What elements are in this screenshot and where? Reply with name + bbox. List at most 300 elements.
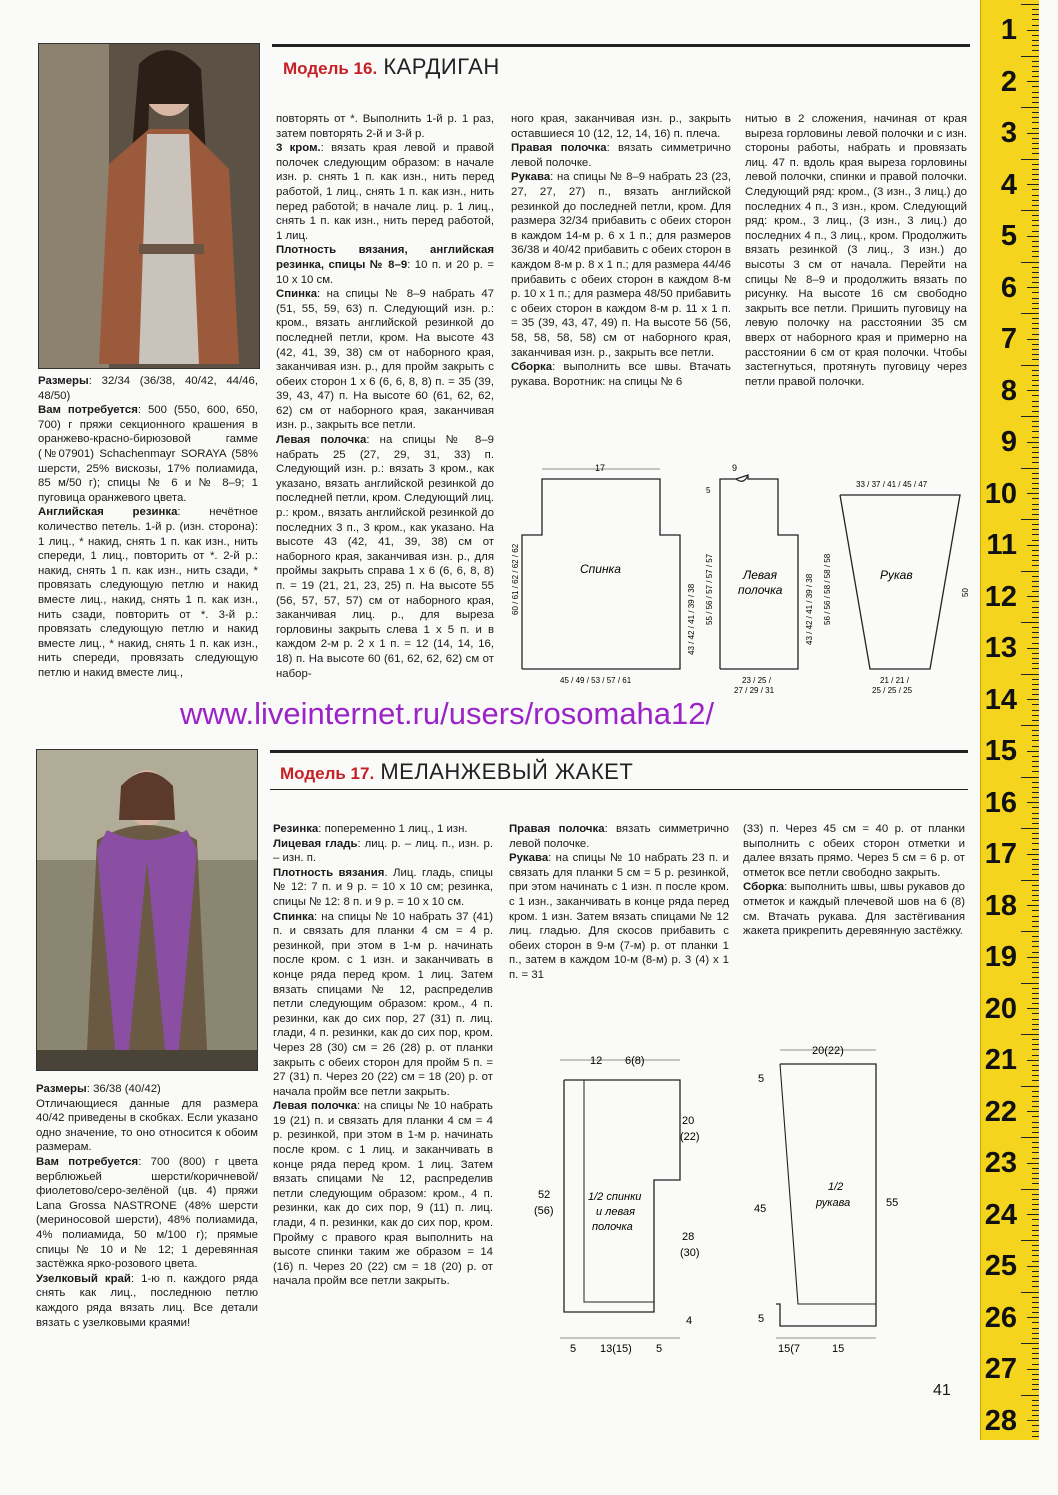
ruler-tick [1032, 246, 1039, 247]
paragraph-text: : на спицы № 8–9 набрать 47 (51, 55, 59, 63) п. Следующий изн. р.: кром., вязать английской резинкой до последней петли, кром. На высоте 43 (42, 41, 39, 38) см от наборного края, заканчивая изн. р., для пройм закрыть с обеих сторон 1 х 6 (6, 6, 8, 8) п. = 35 (39, 39, 43, 47) п. На высоте 60 (61, 62, 62, 62) см от наборного края, заканчивая изн. р., закрыть все петли. [276, 288, 494, 432]
ruler-tick [1027, 1266, 1039, 1267]
ruler-tick [1032, 591, 1039, 592]
ruler-tick [1032, 344, 1039, 345]
back-label: Спинка [580, 562, 621, 576]
ruler-tick [1032, 823, 1039, 824]
ruler-tick [1032, 864, 1039, 865]
ruler-tick [1021, 1189, 1039, 1190]
ruler-tick [1032, 663, 1039, 664]
ruler-tick [1032, 885, 1039, 886]
ruler-tick [1032, 205, 1039, 206]
ruler-tick [1032, 71, 1039, 72]
ruler-tick [1032, 40, 1039, 41]
body-right-30: (30) [680, 1247, 700, 1259]
model-16-title [283, 54, 500, 80]
paragraph-text: : на спицы № 8–9 набрать 25 (27, 29, 31, 33) п. Следующий изн. р.: вязать 3 кром., как указано, вязать английской резинкой до последней петли, кром. Следующий лиц. р.: кром., вязать английской резинкой до последних 3 п., 3 кром., как указано. На высоте 43 (42, 41, 39, 38) см от наборного края, заканчивая изн. р., для проймы закрыть справа 1 х 6 (6, 6, 8, 8) п. = 19 (21, 21, 23, 25) п. На высоте 55 (56, 57, 57, 57) см от наборного края, заканчивая лиц. р., для выреза горловины закрыть слева 1 х 5 п. и в каждом 2-м р. 2 х 1 п. = 12 (14, 14, 16, 18) п. На высоте 60 (61, 62, 62, 62) см от набор- [276, 434, 494, 680]
ruler-tick [1032, 838, 1039, 839]
ruler-tick [1032, 1044, 1039, 1045]
ruler-tick [1021, 622, 1039, 623]
ruler-tick [1032, 411, 1039, 412]
model-17-label: Модель 17. [280, 764, 375, 783]
ruler-tick [1032, 61, 1039, 62]
ruler-tick [1032, 967, 1039, 968]
ruler-tick [1032, 1235, 1039, 1236]
paragraph-text: : на спицы № 8–9 набрать 23 (23, 27, 27, 27) п., вязать английской резинкой до последней петли, кром. Для размера 32/34 прибавить с обеих сторон в каждом 14-м р. 6 х 1 п.; для размеров 36/38 и 40/42 прибавить с обеих сторон в каждом 8-м р. 8 х 1 п.; для размера 44/46 прибавить с обеих сторон в каждом 8-м р. 10 х 1 п.; для размера 48/50 прибавить с обеих сторон в каждом 8-м р. 11 х 1 п. = 35 (39, 43, 47, 49) п. На высоте 56 (56, 58, 58, 58, 58) см от наборного края, заканчивая изн. р., закрыть все петли. [511, 171, 731, 359]
body-label-1: 1/2 спинки [588, 1191, 642, 1203]
ruler-number: 9 [1000, 426, 1017, 458]
ruler-tick [1032, 292, 1039, 293]
measuring-tape [980, 0, 1039, 1440]
body-label-3: полочка [592, 1221, 633, 1233]
ruler-number: 10 [984, 477, 1017, 510]
ruler-tick [1032, 1353, 1039, 1354]
paragraph-heading: Узелковый край [36, 1272, 131, 1285]
ruler-tick [1027, 699, 1039, 700]
ruler-tick [1032, 813, 1039, 814]
ruler-tick [1032, 550, 1039, 551]
ruler-tick [1032, 195, 1039, 196]
ruler-tick [1032, 1348, 1039, 1349]
ruler-tick [1032, 849, 1039, 850]
ruler-number: 2 [1000, 65, 1017, 98]
ruler-tick [1032, 1400, 1039, 1401]
paragraph-text: : попеременно 1 лиц., 1 изн. [318, 823, 468, 835]
ruler-tick [1032, 128, 1039, 129]
paragraph [509, 822, 729, 851]
back-right-dim: 43 / 42 / 41 / 39 / 38 [687, 583, 696, 655]
ruler-tick [1032, 277, 1039, 278]
ruler-tick [1032, 504, 1039, 505]
ruler-tick [1032, 298, 1039, 299]
ruler-tick [1021, 931, 1039, 932]
ruler-number: 22 [984, 1095, 1017, 1128]
ruler-tick [1032, 1209, 1039, 1210]
ruler-tick [1032, 694, 1039, 695]
ruler-tick [1032, 668, 1039, 669]
model-16-photo [38, 43, 260, 369]
ruler-tick [1032, 1019, 1039, 1020]
ruler-tick [1032, 684, 1039, 685]
ruler-tick [1032, 457, 1039, 458]
ruler-tick [1032, 447, 1039, 448]
ruler-tick [1032, 164, 1039, 165]
ruler-number: 5 [1000, 220, 1017, 252]
ruler-tick [1032, 323, 1039, 324]
paragraph-text: : вязать края левой и правой полочек следующим образом: в начале изн. р. снять 1 п. как изн., нить перед работой, 1 лиц., снять 1 п. как изн., нить перед работой; в начале лиц. р. 1 лиц., снять 1 п. как изн., нить перед работой, 1 лиц. [276, 142, 494, 242]
paragraph-text: : 700 (800) г цвета верблюжьей шерсти/коричневой/фиолетово/серо-зелёной (цв. 4) пряжи Lana Grossa NASTRONE (48% шерсти (мериносовой шерсти), 48% полиамида, 4% полиамида, 50 м/100 г); прямые спицы № 10 и № 12; 1 деревянная застёжка ярко-розового цвета. [36, 1155, 259, 1271]
paragraph [273, 822, 493, 837]
front-label-2: полочка [738, 583, 783, 597]
ruler-number: 23 [984, 1147, 1017, 1179]
ruler-number: 17 [984, 838, 1017, 870]
ruler-tick [1032, 1261, 1039, 1262]
model-16-name: КАРДИГАН [383, 54, 500, 79]
ruler-tick [1032, 431, 1039, 432]
ruler-tick [1032, 704, 1039, 705]
ruler-tick [1032, 859, 1039, 860]
ruler-tick [1032, 601, 1039, 602]
ruler-tick [1032, 251, 1039, 252]
ruler-tick [1027, 957, 1039, 958]
ruler-tick [1032, 792, 1039, 793]
ruler-tick [1027, 1214, 1039, 1215]
ruler-tick [1021, 1292, 1039, 1293]
back-bottom-dim: 45 / 49 / 53 / 57 / 61 [560, 676, 632, 685]
ruler-tick [1027, 287, 1039, 288]
ruler-tick [1032, 1029, 1039, 1030]
paragraph [276, 141, 494, 243]
paragraph [743, 880, 965, 938]
ruler-tick [1032, 916, 1039, 917]
paragraph [36, 1097, 258, 1155]
sleeve-5-top: 5 [758, 1073, 765, 1085]
paragraph-text: : вязать симметрично левой полочке. [509, 823, 729, 850]
ruler-tick [1032, 1024, 1039, 1025]
paragraph [36, 1082, 258, 1097]
ruler-tick [1021, 1343, 1039, 1344]
paragraph [36, 1155, 258, 1272]
paragraph [273, 837, 493, 866]
ruler-tick [1032, 401, 1039, 402]
ruler-tick [1032, 1142, 1039, 1143]
ruler-tick [1032, 581, 1039, 582]
ruler-tick [1032, 874, 1039, 875]
sleeve-45: 45 [754, 1203, 767, 1215]
ruler-tick [1032, 921, 1039, 922]
ruler-tick [1032, 843, 1039, 844]
ruler-tick [1032, 998, 1039, 999]
paragraph-text: : на спицы № 10 набрать 23 п. и связать для планки 5 см = 5 р. резинкой, при этом начинать с 1 изн. п после кром. с 1 изн., заканчивать в конце ряда перед кром. 1 изн. Затем вязать спицами № 12 лиц. гладью. Для скосов прибавить с обеих сторон в 9-м (7-м) р. от планки 1 п., затем в каждом 10-м (8-м) р. 3 (4) х 1 п. = 31 [509, 852, 729, 981]
ruler-tick [1032, 1080, 1039, 1081]
ruler-tick [1032, 524, 1039, 525]
ruler-number: 8 [1000, 374, 1017, 407]
ruler-tick [1021, 1034, 1039, 1035]
paragraph-heading: Правая полочка [511, 142, 607, 155]
ruler-tick [1032, 910, 1039, 911]
model-17-sub-rule [270, 789, 968, 790]
ruler-tick [1032, 540, 1039, 541]
ruler-tick [1032, 632, 1039, 633]
ruler-tick [1032, 35, 1039, 36]
ruler-tick [1032, 617, 1039, 618]
ruler-tick [1027, 648, 1039, 649]
ruler-tick [1027, 905, 1039, 906]
ruler-tick [1032, 1003, 1039, 1004]
ruler-number: 14 [984, 683, 1017, 716]
body-top-12: 12 [590, 1055, 603, 1067]
ruler-tick [1032, 1338, 1039, 1339]
ruler-tick [1032, 1312, 1039, 1313]
paragraph [38, 403, 258, 505]
ruler-tick [1032, 900, 1039, 901]
ruler-tick [1032, 148, 1039, 149]
ruler-tick [1021, 1395, 1039, 1396]
paragraph-text: ного края, заканчивая изн. р., закрыть оставшиеся 10 (12, 12, 14, 16) п. плеча. [511, 113, 731, 140]
paragraph-text: : вязать симметрично левой полочке. [511, 142, 731, 169]
model-17-column-3 [509, 822, 729, 983]
page-number: 41 [933, 1382, 951, 1399]
watermark-url[interactable]: www.liveinternet.ru/users/rosomaha12/ [180, 696, 715, 731]
ruler-tick [1027, 133, 1039, 134]
ruler-tick [1021, 468, 1039, 469]
sleeve-bottom-1: 15(7 [778, 1343, 801, 1355]
body-bottom-5b: 5 [656, 1343, 663, 1355]
ruler-tick [1032, 555, 1039, 556]
paragraph [38, 505, 258, 680]
ruler-tick [1021, 983, 1039, 984]
ruler-tick [1032, 452, 1039, 453]
paragraph [511, 360, 731, 389]
paragraph [38, 374, 258, 403]
paragraph-heading: Размеры [36, 1083, 87, 1095]
paragraph-text: : 10 п. и 20 р. = 10 х 10 см. [276, 258, 494, 286]
body-right-4: 4 [686, 1315, 693, 1327]
ruler-tick [1032, 370, 1039, 371]
paragraph-heading: Спинка [273, 910, 315, 923]
ruler-tick [1021, 519, 1039, 520]
ruler-tick [1032, 1405, 1039, 1406]
paragraph [36, 1272, 258, 1330]
ruler-tick [1032, 19, 1039, 20]
model-16-column-2 [276, 112, 494, 681]
ruler-tick [1032, 627, 1039, 628]
ruler-tick [1032, 66, 1039, 67]
model-17-name: МЕЛАНЖЕВЫЙ ЖАКЕТ [380, 759, 634, 784]
body-bottom-13: 13(15) [600, 1343, 632, 1355]
ruler-number: 15 [984, 735, 1017, 767]
sleeve-label-2: рукава [816, 1197, 851, 1209]
ruler-tick [1032, 421, 1039, 422]
ruler-tick [1021, 571, 1039, 572]
ruler-tick [1021, 1240, 1039, 1241]
ruler-tick [1032, 679, 1039, 680]
ruler-tick [1032, 1194, 1039, 1195]
back-top-dim: 17 [595, 463, 606, 473]
ruler-tick [1032, 1132, 1039, 1133]
ruler-tick [1032, 318, 1039, 319]
ruler-tick [1032, 962, 1039, 963]
ruler-tick [1032, 143, 1039, 144]
ruler-tick [1032, 689, 1039, 690]
ruler-tick [1027, 1111, 1039, 1112]
body-right-20: 20 [682, 1115, 695, 1127]
front-left-dim: 55 / 56 / 57 / 57 / 57 [705, 553, 714, 625]
ruler-tick [1032, 9, 1039, 10]
ruler-tick [1032, 174, 1039, 175]
ruler-tick [1032, 1096, 1039, 1097]
ruler-tick [1032, 946, 1039, 947]
body-bottom-5a: 5 [570, 1343, 577, 1355]
ruler-tick [1032, 972, 1039, 973]
ruler-tick [1032, 890, 1039, 891]
front-right-dim-1: 43 / 42 / 41 / 39 / 38 [805, 573, 814, 645]
ruler-tick [1032, 488, 1039, 489]
paragraph-text: : нечётное количество петель. 1-й р. (изн. сторона): 1 лиц., * накид, снять 1 п. как изн., нить спереди, 1 лиц., повторить от *. 2-й р.: накид, снять 1 п. как изн., нить сзади, * провязать следующую петлю и накид вместе лиц., накид, снять 1 п. как изн., нить сзади, повторить от *. 3-й р.: провязать следующую петлю и накид вместе лиц., * накид, снять 1 п. как изн., нить спереди, провязать следующую петлю и накид вместе лиц., [38, 506, 258, 679]
ruler-tick [1021, 313, 1039, 314]
ruler-tick [1032, 1436, 1039, 1437]
ruler-tick [1032, 92, 1039, 93]
ruler-tick [1027, 751, 1039, 752]
ruler-number: 21 [984, 1044, 1017, 1076]
ruler-tick [1032, 14, 1039, 15]
ruler-tick [1032, 560, 1039, 561]
paragraph [276, 287, 494, 433]
ruler-number: 28 [984, 1404, 1017, 1437]
ruler-tick [1032, 1322, 1039, 1323]
ruler-tick [1032, 936, 1039, 937]
ruler-tick [1032, 576, 1039, 577]
ruler-tick [1032, 1379, 1039, 1380]
ruler-tick [1021, 416, 1039, 417]
ruler-tick [1032, 586, 1039, 587]
ruler-tick [1032, 797, 1039, 798]
ruler-tick [1032, 1374, 1039, 1375]
ruler-tick [1032, 359, 1039, 360]
paragraph-text: : на спицы № 10 набрать 37 (41) п. и связать для планки 4 см = 4 р. резинкой, при этом в 1-м р. начинать после кром. с 1 изн. и заканчивать в конце ряда перед кром. 1 лиц. Затем вязать спицами № 12, распределив петли следующим образом: кром., 4 п. резинки, как до сих пор, 27 (31) п. лиц. глади, 4 п. резинки, как до сих пор, кром. Через 28 (30) см = 26 (28) р. от планки закрыть с обеих сторон для пройм 5 п. = 27 (31) п. Через 20 (22) см = 18 (20) р. от начала пройм все петли закрыть. [273, 910, 493, 1098]
ruler-tick [1027, 493, 1039, 494]
ruler-tick [1032, 1425, 1039, 1426]
ruler-tick [1027, 1369, 1039, 1370]
ruler-tick [1027, 596, 1039, 597]
ruler-tick [1027, 545, 1039, 546]
model-17-title [280, 759, 633, 785]
body-label-2: и левая [596, 1206, 635, 1218]
ruler-tick [1032, 1127, 1039, 1128]
ruler-tick [1021, 262, 1039, 263]
ruler-tick [1032, 220, 1039, 221]
ruler-tick [1032, 256, 1039, 257]
ruler-tick [1027, 184, 1039, 185]
ruler-tick [1032, 1183, 1039, 1184]
paragraph-heading: Левая полочка [276, 434, 367, 447]
ruler-tick [1021, 210, 1039, 211]
paragraph [511, 170, 731, 360]
ruler-tick [1032, 1075, 1039, 1076]
paragraph-heading: Рукава [509, 852, 549, 865]
ruler-tick [1032, 117, 1039, 118]
ruler-tick [1032, 787, 1039, 788]
ruler-tick [1032, 406, 1039, 407]
model-17-column-2 [273, 822, 493, 1289]
ruler-tick [1021, 1086, 1039, 1087]
ruler-tick [1027, 1420, 1039, 1421]
ruler-tick [1032, 122, 1039, 123]
ruler-tick [1032, 818, 1039, 819]
paragraph-heading: Правая полочка [509, 823, 605, 835]
sleeve-outline [840, 495, 960, 669]
paragraph-text: : 1-ю п. каждого ряда снять как лиц., последнюю петлю каждого ряда вязать лиц. Все детали вязать с узелковыми краями! [36, 1272, 258, 1329]
paragraph-heading: Рукава [511, 171, 551, 184]
ruler-number: 19 [984, 941, 1017, 973]
ruler-tick [1032, 1384, 1039, 1385]
ruler-tick [1032, 1281, 1039, 1282]
ruler-tick [1032, 437, 1039, 438]
ruler-tick [1032, 189, 1039, 190]
ruler-tick [1032, 25, 1039, 26]
ruler-tick [1032, 1219, 1039, 1220]
ruler-number: 26 [984, 1301, 1017, 1334]
ruler-tick [1032, 334, 1039, 335]
ruler-tick [1032, 375, 1039, 376]
ruler-tick [1032, 200, 1039, 201]
ruler-tick [1032, 782, 1039, 783]
ruler-tick [1032, 1116, 1039, 1117]
ruler-tick [1032, 478, 1039, 479]
ruler-tick [1032, 328, 1039, 329]
ruler-tick [1032, 138, 1039, 139]
ruler-tick [1032, 308, 1039, 309]
ruler-tick [1032, 272, 1039, 273]
sleeve-top-dim: 20(22) [812, 1045, 844, 1057]
ruler-number: 1 [1000, 14, 1017, 46]
paragraph-heading: Английская резинка [38, 506, 178, 519]
ruler-tick [1032, 498, 1039, 499]
ruler-tick [1032, 977, 1039, 978]
model-16-column-3 [511, 112, 731, 389]
ruler-tick [1021, 1137, 1039, 1138]
model-17-left-column [36, 1082, 258, 1330]
ruler-tick [1032, 807, 1039, 808]
ruler-tick [1032, 1250, 1039, 1251]
paragraph-heading: Плотность вязания [273, 866, 385, 879]
ruler-number: 16 [984, 786, 1017, 819]
ruler-tick [1032, 225, 1039, 226]
ruler-tick [1032, 746, 1039, 747]
ruler-tick [1032, 607, 1039, 608]
ruler-tick [1032, 349, 1039, 350]
ruler-tick [1032, 565, 1039, 566]
ruler-tick [1032, 473, 1039, 474]
ruler-tick [1032, 833, 1039, 834]
ruler-number: 11 [986, 529, 1017, 561]
front-neck-dim: 5 [706, 486, 711, 495]
paragraph [273, 1099, 493, 1289]
ruler-tick [1021, 159, 1039, 160]
paragraph-heading: Вам потребуется [38, 404, 138, 417]
ruler-tick [1032, 1415, 1039, 1416]
sleeve-outline [776, 1064, 876, 1326]
paragraph [273, 866, 493, 910]
ruler-tick [1032, 1199, 1039, 1200]
ruler-number: 25 [984, 1250, 1017, 1282]
ruler-tick [1032, 169, 1039, 170]
ruler-tick [1032, 637, 1039, 638]
ruler-tick [1032, 112, 1039, 113]
ruler-tick [1032, 385, 1039, 386]
sleeve-right-dim: 50 [961, 588, 970, 597]
ruler-tick [1032, 1173, 1039, 1174]
model-17-pattern-diagram [530, 1040, 930, 1360]
ruler-tick [1027, 339, 1039, 340]
ruler-tick [1027, 1317, 1039, 1318]
paragraph-text: (33) п. Через 45 см = 40 р. от планки выполнить с обеих сторон отметки и далее вязать прямо. Через 5 см = 6 р. от отметок все петли свободно закрыть. [743, 823, 965, 879]
ruler-number: 18 [984, 889, 1017, 922]
ruler-tick [1032, 1389, 1039, 1390]
ruler-tick [1032, 1302, 1039, 1303]
paragraph-text: : выполнить швы, швы рукавов до отметок и каждый плечевой шов на 6 (8) см. Втачать рукава. Для застёгивания жакета прикрепить деревянную застёжку. [743, 881, 965, 938]
ruler-tick [1032, 1152, 1039, 1153]
paragraph-text: : на спицы № 10 набрать 19 (21) п. и связать для планки 4 см = 4 р. резинкой, при этом в 1-м р. начинать после кром. с 1 лиц. и заканчивать в конце ряда перед кром. 1 лиц. Затем вязать спицами № 12, распределив петли следующим образом: кром., 4 п. резинки, как до сих пор, 9 (11) п. лиц. глади, 4 п. резинки, как до сих пор, кром. Пройму с правого края выполнить на высоте спинки таким же образом = 14 (16) п. Через 20 (22) см = 18 (20) р. от начала пройм все петли закрыть. [273, 1100, 493, 1288]
ruler-tick [1032, 514, 1039, 515]
ruler-tick [1027, 81, 1039, 82]
ruler-tick [1032, 988, 1039, 989]
front-top-dim: 9 [732, 463, 738, 473]
ruler-tick [1032, 395, 1039, 396]
front-right-dim-2: 56 / 56 / 58 / 58 / 58 [823, 553, 832, 625]
ruler-tick [1027, 1163, 1039, 1164]
paragraph [276, 243, 494, 287]
ruler-tick [1032, 483, 1039, 484]
